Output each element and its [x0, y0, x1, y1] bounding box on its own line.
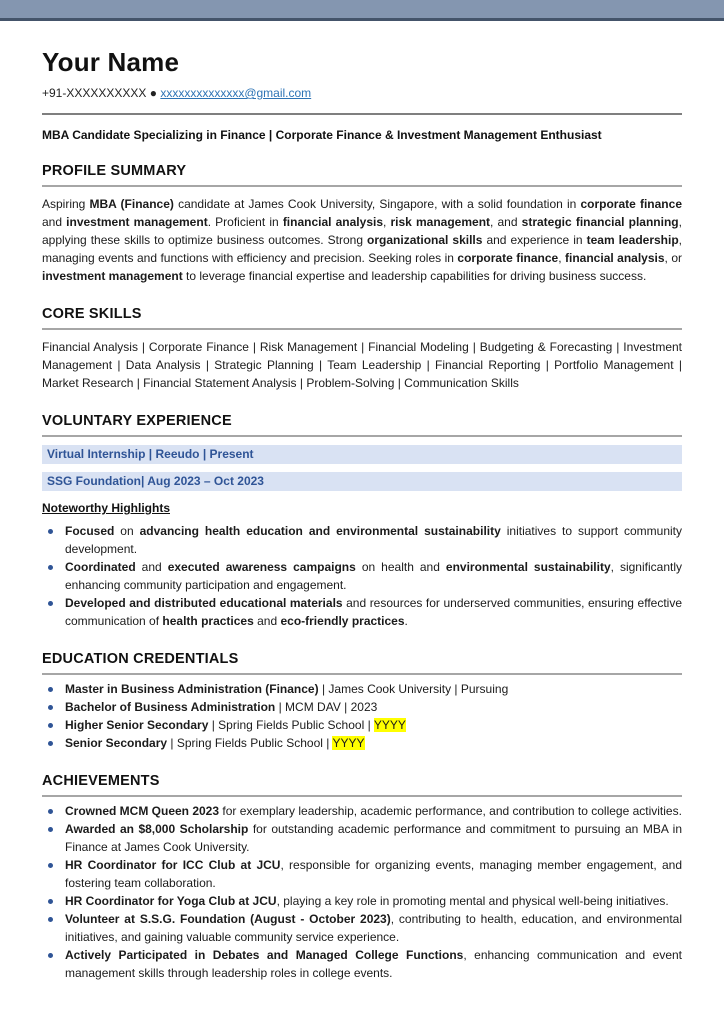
- education-item: [42, 734, 682, 752]
- role-bar-ssg-foundation: SSG Foundation| Aug 2023 – Oct 2023: [42, 472, 682, 491]
- education-item: [42, 716, 682, 734]
- text-segment: financial analysis: [282, 215, 384, 229]
- achievement-item: [42, 946, 682, 982]
- achievements-title: ACHIEVEMENTS: [42, 773, 682, 797]
- achievement-item-text: [65, 820, 682, 856]
- bullet-icon: [48, 827, 53, 832]
- core-skills-text: Financial Analysis | Corporate Finance | Risk Management | Financial Modeling | Budgeting & Forecasting | Investment Management | Data Analysis | Strategic Planning | Team Leadership | Financial Reporting | Portfolio Management | Market Research | Financial Statement Analysis | Problem-Solving | Communication Skills: [42, 340, 682, 390]
- text-segment: , significantly enhancing community participation and engagement.: [65, 560, 682, 592]
- bullet-icon: [48, 917, 53, 922]
- text-segment: Actively Participated in Debates and Managed College Functions: [65, 948, 464, 962]
- achievement-item-text: [65, 892, 682, 910]
- text-segment: and experience in: [482, 233, 587, 247]
- noteworthy-highlights-label: Noteworthy Highlights: [42, 501, 170, 515]
- text-segment: Master in Business Administration (Finance): [65, 682, 319, 696]
- resume-page: [0, 21, 724, 982]
- text-segment: and: [42, 215, 67, 229]
- text-segment: financial analysis: [565, 251, 665, 265]
- section-education-credentials: [42, 651, 682, 752]
- text-segment: ,: [558, 251, 566, 265]
- text-segment: corporate finance: [580, 197, 682, 211]
- highlight-item-text: [65, 522, 682, 558]
- text-segment: , contributing to health, education, and environmental initiatives, and gaining valuable community service experience.: [65, 912, 683, 944]
- bullet-icon: [48, 899, 53, 904]
- headline-tagline: MBA Candidate Specializing in Finance | Corporate Finance & Investment Management Enthusiast: [42, 128, 602, 142]
- text-segment: +91-XXXXXXXXXX ●: [42, 86, 161, 100]
- text-segment: , applying these skills to optimize business outcomes. Strong: [42, 215, 682, 247]
- text-segment: strategic financial planning: [521, 215, 679, 229]
- highlight-item-text: [65, 594, 682, 630]
- bullet-icon: [48, 529, 53, 534]
- role-bar-virtual-internship: Virtual Internship | Reeudo | Present: [42, 445, 682, 464]
- bullet-icon: [48, 723, 53, 728]
- text-segment: and: [253, 614, 281, 628]
- achievement-item: [42, 910, 682, 946]
- text-segment: team leadership: [586, 233, 679, 247]
- education-item-text: [65, 734, 682, 752]
- text-segment: for outstanding academic performance and commitment to pursuing an MBA in Finance at James Cook University.: [65, 822, 682, 854]
- bullet-icon: [48, 953, 53, 958]
- text-segment: executed awareness campaigns: [167, 560, 356, 574]
- achievement-item: [42, 892, 682, 910]
- education-item-text: [65, 680, 682, 698]
- text-segment: YYYY: [332, 736, 365, 750]
- highlights-list: [42, 522, 682, 630]
- bullet-icon: [48, 601, 53, 606]
- text-segment: , or: [664, 251, 682, 265]
- text-segment: environmental sustainability: [445, 560, 611, 574]
- text-segment: .: [404, 614, 408, 628]
- text-segment: eco-friendly practices: [280, 614, 405, 628]
- achievement-item: [42, 820, 682, 856]
- achievement-item-text: [65, 946, 682, 982]
- section-profile-summary: [42, 163, 682, 285]
- text-segment: ,: [383, 215, 391, 229]
- achievement-item-text: [65, 856, 682, 892]
- text-segment: organizational skills: [367, 233, 483, 247]
- text-segment: , managing events and functions with efficiency and precision. Seeking roles in: [42, 233, 682, 265]
- text-segment: investment management: [42, 269, 183, 283]
- achievement-item-text: [65, 802, 682, 820]
- education-item-text: [65, 698, 682, 716]
- bullet-icon: [48, 705, 53, 710]
- achievements-list: [42, 802, 682, 982]
- highlight-item: [42, 558, 682, 594]
- education-item: [42, 680, 682, 698]
- document-top-accent-bar: [0, 0, 724, 21]
- education-list: [42, 680, 682, 752]
- highlight-item-text: [65, 558, 682, 594]
- text-segment: investment management: [66, 215, 208, 229]
- text-segment: Aspiring: [42, 197, 90, 211]
- education-item-text: [65, 716, 682, 734]
- text-segment: | James Cook University | Pursuing: [318, 682, 509, 696]
- education-credentials-title: EDUCATION CREDENTIALS: [42, 651, 682, 675]
- text-segment: HR Coordinator for Yoga Club at JCU: [65, 894, 277, 908]
- text-segment: HR Coordinator for ICC Club at JCU: [65, 858, 281, 872]
- profile-summary-title: PROFILE SUMMARY: [42, 163, 682, 187]
- contact-line: [42, 86, 682, 100]
- candidate-name: Your Name: [42, 47, 180, 77]
- text-segment: advancing health education and environmental sustainability: [139, 524, 501, 538]
- text-segment: | Spring Fields Public School |: [208, 718, 374, 732]
- text-segment: Focused: [65, 524, 115, 538]
- text-segment: health practices: [162, 614, 254, 628]
- text-segment: Awarded an $8,000 Scholarship: [65, 822, 249, 836]
- text-segment: and resources for underserved communities, ensuring effective communication of: [65, 596, 683, 628]
- text-segment: and: [135, 560, 168, 574]
- text-segment: risk management: [390, 215, 491, 229]
- text-segment: for exemplary leadership, academic performance, and contribution to college activities.: [219, 804, 682, 818]
- achievement-item-text: [65, 910, 682, 946]
- text-segment: Crowned MCM Queen 2023: [65, 804, 220, 818]
- section-core-skills: [42, 306, 682, 392]
- highlight-item: [42, 594, 682, 630]
- text-segment: candidate at James Cook University, Singapore, with a solid foundation in: [173, 197, 581, 211]
- header-divider: [42, 113, 682, 115]
- text-segment: | MCM DAV | 2023: [275, 700, 378, 714]
- text-segment: . Proficient in: [207, 215, 283, 229]
- text-segment: | Spring Fields Public School |: [167, 736, 333, 750]
- section-voluntary-experience: [42, 413, 682, 630]
- text-segment: Higher Senior Secondary: [65, 718, 209, 732]
- text-segment: corporate finance: [457, 251, 559, 265]
- profile-summary-paragraph: [42, 195, 682, 285]
- text-segment: Volunteer at S.S.G. Foundation (August - October 2023): [65, 912, 391, 926]
- text-segment: , responsible for organizing events, managing member engagement, and fostering team collaboration.: [65, 858, 682, 890]
- text-segment: , and: [490, 215, 522, 229]
- text-segment: YYYY: [373, 718, 406, 732]
- core-skills-title: CORE SKILLS: [42, 306, 682, 330]
- achievement-item: [42, 856, 682, 892]
- bullet-icon: [48, 863, 53, 868]
- bullet-icon: [48, 565, 53, 570]
- highlight-item: [42, 522, 682, 558]
- email-link[interactable]: xxxxxxxxxxxxxx@gmail.com: [160, 86, 312, 100]
- bullet-icon: [48, 687, 53, 692]
- text-segment: Bachelor of Business Administration: [65, 700, 276, 714]
- text-segment: Coordinated: [65, 560, 136, 574]
- text-segment: on: [114, 524, 140, 538]
- text-segment: to leverage financial expertise and leadership capabilities for driving business success.: [182, 269, 647, 283]
- text-segment: initiatives to support community development.: [65, 524, 682, 556]
- section-achievements: [42, 773, 682, 982]
- text-segment: Senior Secondary: [65, 736, 168, 750]
- bullet-icon: [48, 741, 53, 746]
- bullet-icon: [48, 809, 53, 814]
- voluntary-experience-title: VOLUNTARY EXPERIENCE: [42, 413, 682, 437]
- text-segment: on health and: [355, 560, 446, 574]
- education-item: [42, 698, 682, 716]
- text-segment: MBA (Finance): [89, 197, 174, 211]
- achievement-item: [42, 802, 682, 820]
- text-segment: , playing a key role in promoting mental and physical well-being initiatives.: [276, 894, 669, 908]
- text-segment: , enhancing communication and event management skills through leadership roles in college events.: [65, 948, 682, 980]
- text-segment: Developed and distributed educational materials: [65, 596, 343, 610]
